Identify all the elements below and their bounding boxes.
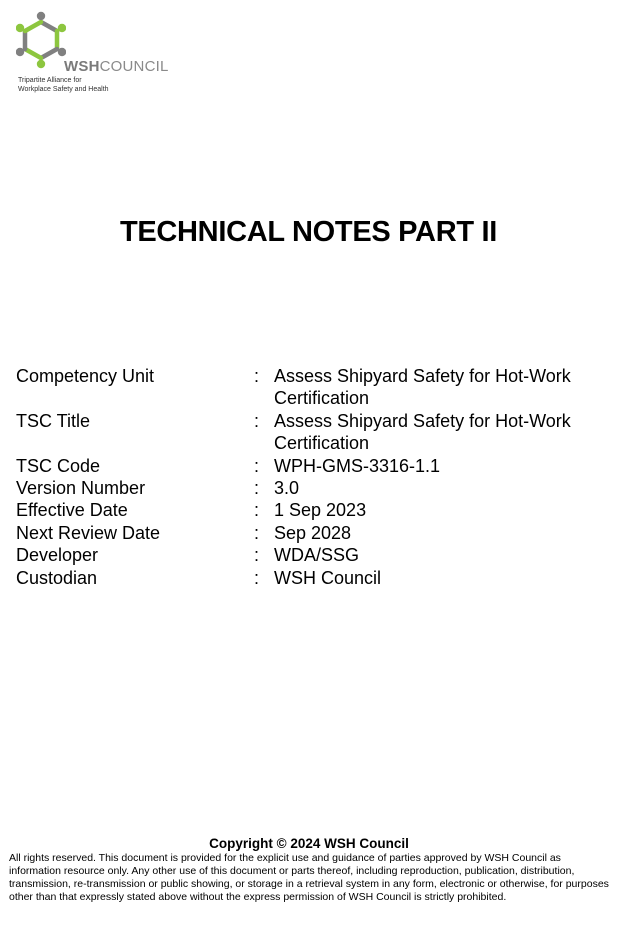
info-value: WPH-GMS-3316-1.1 xyxy=(274,455,441,476)
info-value: Sep 2028 xyxy=(274,522,352,543)
info-row-next-review-date xyxy=(16,522,606,544)
logo-tagline-line-2: Workplace Safety and Health xyxy=(18,86,109,93)
info-label: Competency Unit xyxy=(16,366,155,386)
wsh-council-logo xyxy=(16,10,186,96)
document-title: TECHNICAL NOTES PART II xyxy=(119,216,498,248)
copyright-notice: All rights reserved. This document is provided for the explicit use and guidance of parties approved by WSH Council as information resource only. Any other use of this document or parts thereof, including reproduction, publication, distribution, transmission, re-transmission or public showing, or storage in a retrieval system in any form, electronic or otherwise, for purposes other than that expressly stated above without the express permission of WSH Council is strictly prohibited. xyxy=(9,852,609,903)
info-value: WDA/SSG xyxy=(274,545,360,566)
info-value: Assess Shipyard Safety for Hot-Work Certification xyxy=(274,366,571,409)
logo-tagline-line-1: Tripartite Alliance for xyxy=(18,77,82,84)
info-label: Next Review Date xyxy=(16,522,161,543)
info-colon: : xyxy=(254,410,260,431)
info-value: 1 Sep 2023 xyxy=(274,500,367,521)
info-row-tsc-title xyxy=(16,410,606,455)
info-row-version-number xyxy=(16,477,606,499)
info-colon: : xyxy=(254,366,260,386)
logo-wordmark xyxy=(64,58,169,75)
info-row-competency-unit xyxy=(16,365,606,410)
logo-wordmark-bold: WSH xyxy=(64,58,100,75)
wsh-hexagon-people-icon xyxy=(16,10,66,70)
info-colon: : xyxy=(254,455,260,476)
info-value: 3.0 xyxy=(274,478,300,499)
copyright-heading: Copyright © 2024 WSH Council xyxy=(209,836,409,851)
info-label: Effective Date xyxy=(16,500,128,521)
info-value: WSH Council xyxy=(274,567,382,588)
info-label: TSC Code xyxy=(16,455,101,476)
info-label: Custodian xyxy=(16,567,98,588)
info-label: Developer xyxy=(16,545,99,566)
info-colon: : xyxy=(254,567,260,588)
info-row-custodian xyxy=(16,567,606,589)
info-colon: : xyxy=(254,500,260,521)
logo-wordmark-rest: COUNCIL xyxy=(99,58,169,75)
copyright-footer xyxy=(9,836,609,904)
info-colon: : xyxy=(254,545,260,566)
info-row-developer xyxy=(16,544,606,566)
info-label: TSC Title xyxy=(16,410,91,431)
info-label: Version Number xyxy=(16,478,146,499)
document-info-table xyxy=(16,365,606,589)
info-row-effective-date xyxy=(16,499,606,521)
info-colon: : xyxy=(254,478,260,499)
logo-tagline xyxy=(18,76,109,94)
info-row-tsc-code xyxy=(16,455,606,477)
info-colon: : xyxy=(254,522,260,543)
info-value: Assess Shipyard Safety for Hot-Work Certification xyxy=(274,410,571,454)
